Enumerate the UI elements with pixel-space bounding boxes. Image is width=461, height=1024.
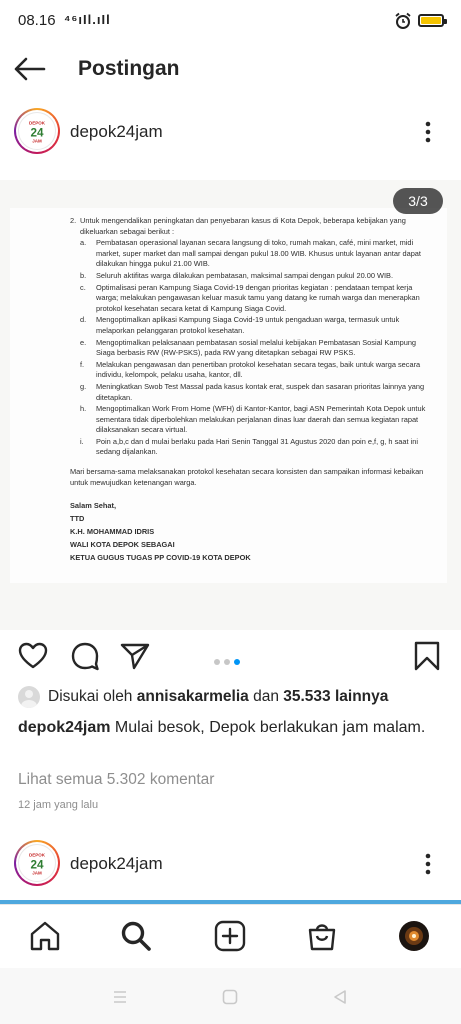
bookmark-icon[interactable]	[411, 640, 443, 672]
doc-ttd: TTD	[70, 514, 85, 524]
svg-text:JAM: JAM	[32, 870, 42, 876]
search-icon[interactable]	[119, 919, 153, 953]
doc-item: Meningkatkan Swob Test Massal pada kasus kontak erat, suspek dan sasaran prioritas lainnya yang ditetapkan.	[96, 381, 425, 402]
doc-intro-number: 2.	[70, 216, 77, 225]
carousel-dot-active	[234, 659, 240, 665]
svg-text:24: 24	[30, 126, 44, 140]
status-time: 08.16	[18, 12, 56, 29]
document-scan	[10, 208, 447, 583]
doc-item-label: f.	[80, 359, 85, 369]
doc-item: Poin a,b,c dan d mulai berlaku pada Hari Senin Tanggal 31 Agustus 2020 dan poin e,f, g, h saat ini sedang dijalankan.	[96, 436, 418, 457]
next-post-header	[0, 834, 461, 894]
carousel-dot	[224, 659, 230, 665]
doc-item-label: e.	[80, 337, 87, 347]
doc-item: Mengoptimalkan aplikasi Kampung Siaga Covid-19 untuk pengaduan warga, termasuk untuk melaporkan pelanggaran protokol kesehatan.	[96, 315, 400, 335]
status-bar	[0, 0, 461, 44]
post-actions	[0, 636, 461, 676]
home-button-icon[interactable]	[221, 988, 239, 1006]
back-button-icon[interactable]	[331, 988, 349, 1006]
doc-intro: Untuk mengendalikan peningkatan dan penyebaran kasus di Kota Depok, beberapa kebijakan yang dikeluarkan sebagai berikut :	[80, 216, 406, 236]
post-image[interactable]	[0, 180, 461, 630]
shop-icon[interactable]	[305, 919, 339, 953]
svg-text:JAM: JAM	[32, 138, 42, 144]
page-title: Postingan	[78, 57, 180, 80]
avatar[interactable]	[14, 108, 60, 154]
next-post-username[interactable]: depok24jam	[70, 854, 163, 873]
carousel-page-indicator: 3/3	[393, 188, 443, 214]
svg-text:DEPOK: DEPOK	[28, 852, 46, 858]
depok24jam-logo-icon	[18, 844, 56, 882]
doc-item-label: b.	[80, 270, 87, 280]
back-arrow-icon[interactable]	[12, 52, 48, 86]
carousel-dots	[214, 652, 244, 670]
heart-icon[interactable]	[17, 640, 49, 672]
app-header	[0, 44, 461, 94]
post-header	[0, 102, 461, 162]
depok24jam-logo-icon	[18, 112, 56, 150]
post-caption	[18, 716, 448, 740]
alarm-icon	[394, 12, 412, 30]
view-comments-link[interactable]: Lihat semua 5.302 komentar	[18, 771, 215, 788]
share-icon[interactable]	[119, 640, 151, 672]
system-nav-bar	[0, 968, 461, 1024]
doc-item: Pembatasan operasional layanan secara langsung di toko, rumah makan, café, mini market, midi market, super market dan mall sampai dengan pukul 18.00 WIB. Khusus untuk layanan antar dapat dilakukan hingga pukul 21.00 WIB.	[96, 238, 421, 269]
menu-icon[interactable]	[111, 988, 129, 1006]
likes-summary[interactable]	[18, 686, 388, 710]
doc-item-label: i.	[80, 436, 84, 446]
new-post-icon[interactable]	[213, 919, 247, 953]
doc-greeting: Salam Sehat,	[70, 501, 117, 511]
post-timestamp: 12 jam yang lalu	[18, 799, 99, 811]
likes-middle: dan	[248, 688, 284, 706]
doc-signer-name: K.H. MOHAMMAD IDRIS	[70, 527, 155, 537]
doc-item: Mengoptimalkan Work From Home (WFH) di Kantor-Kantor, bagi ASN Pemerintah Kota Depok untuk sementara tidak diperbolehkan melakukan perjalanan dinas luar daerah dan semua kegiatan rapat dilaksanakan secara virtual.	[96, 404, 426, 435]
more-options-icon[interactable]	[418, 118, 438, 146]
battery-icon	[418, 14, 444, 27]
likes-prefix: Disukai oleh	[48, 688, 137, 706]
likes-count[interactable]: 35.533 lainnya	[283, 688, 389, 706]
caption-username[interactable]: depok24jam	[18, 719, 111, 736]
doc-item: Melakukan pengawasan dan penertiban protokol kesehatan secara tegas, baik untuk warga secara individu, kelompok, pelaku usaha, kantor, dll.	[96, 359, 421, 380]
doc-item: Mengoptimalkan pelaksanaan pembatasan sosial melalui kebijakan Pembatasan Sosial Kampung Siaga berbasis RW (RW-PSKS), pada RW yang ditetapkan sebagai RW PSKS.	[96, 337, 417, 358]
svg-text:24: 24	[30, 858, 44, 872]
caption-text: Mulai besok, Depok berlakukan jam malam.	[110, 719, 426, 736]
doc-signer-role: KETUA GUGUS TUGAS PP COVID-19 KOTA DEPOK	[70, 553, 251, 563]
post-username[interactable]: depok24jam	[70, 122, 163, 141]
carousel-dot	[214, 659, 220, 665]
home-icon[interactable]	[28, 919, 62, 953]
signal-icon: ⁴⁶ıIl.ıIl	[64, 12, 111, 27]
avatar[interactable]	[14, 840, 60, 886]
likes-user[interactable]: annisakarmelia	[136, 688, 249, 706]
svg-text:DEPOK: DEPOK	[28, 120, 46, 126]
doc-signer-role: WALI KOTA DEPOK SEBAGAI	[70, 540, 175, 550]
comment-icon[interactable]	[69, 640, 101, 672]
doc-item: Optimalisasi peran Kampung Siaga Covid-19 dengan prioritas kegiatan : pendataan tempat kerja warga; melakukan pengawasan keluar masuk tamu yang datang ke rumah warga dan menerapkan protokol kesehatan secara ketat di Kampung Siaga Covid.	[96, 282, 420, 313]
doc-item-label: d.	[80, 315, 87, 325]
doc-item-label: c.	[80, 282, 86, 292]
bottom-nav	[0, 904, 461, 968]
profile-avatar-icon[interactable]	[397, 919, 431, 953]
doc-closing: Mari bersama-sama melaksanakan protokol kesehatan secara konsisten dan sampaikan informasi kebaikan untuk mewujudkan ketenangan warga.	[70, 467, 424, 487]
doc-item-label: g.	[80, 381, 87, 391]
liker-avatar	[18, 686, 40, 708]
doc-item-label: a.	[80, 238, 87, 248]
more-options-icon[interactable]	[418, 850, 438, 878]
doc-item: Seluruh aktifitas warga dilakukan pembatasan, maksimal sampai dengan pukul 20.00 WIB.	[96, 270, 394, 280]
doc-signature	[70, 500, 433, 563]
doc-item-label: h.	[80, 404, 87, 414]
